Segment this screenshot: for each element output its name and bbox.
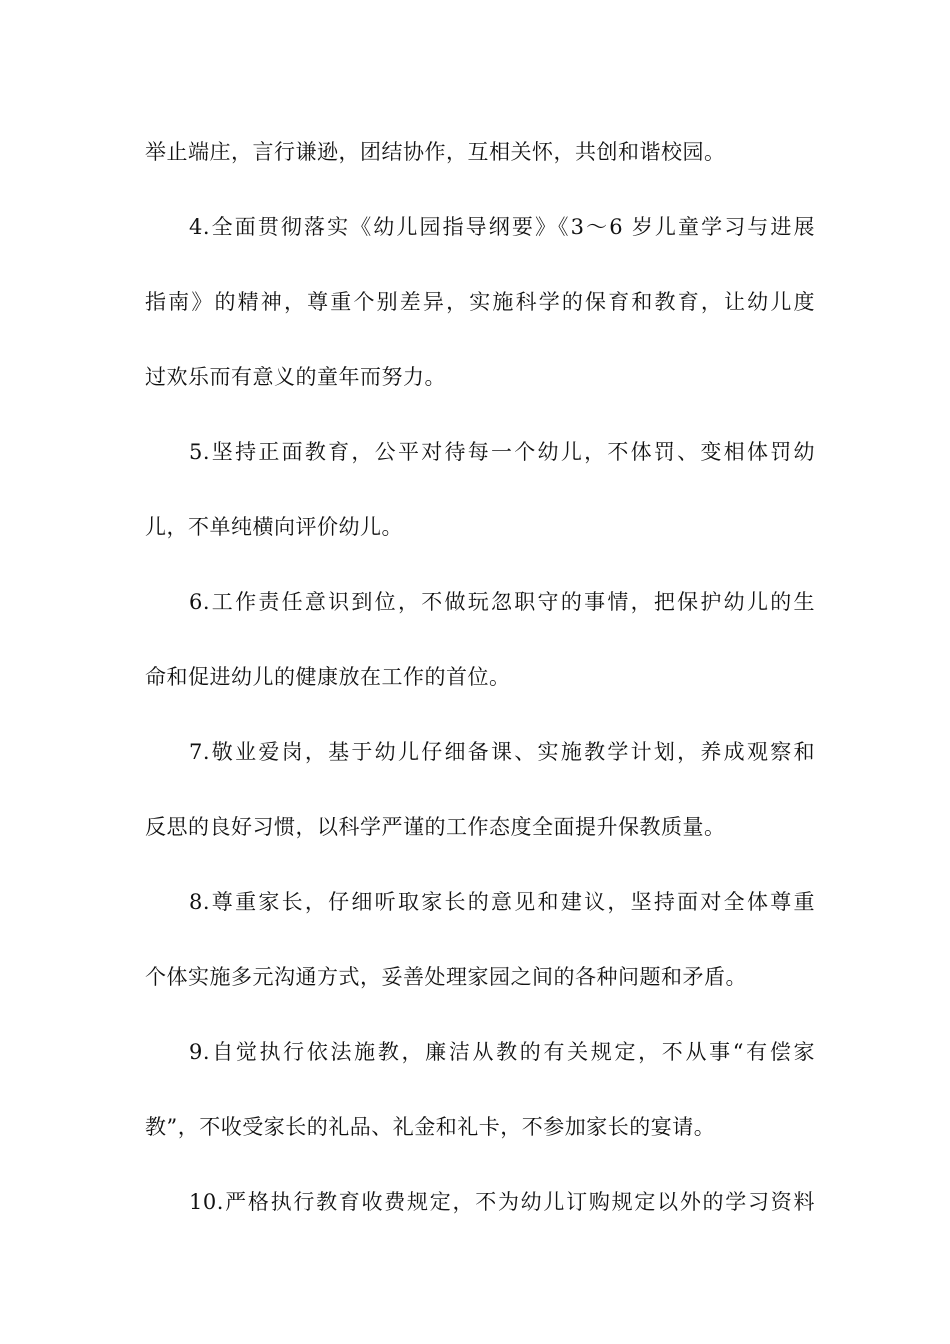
item-8-line-1: 8.尊重家长，仔细听取家长的意见和建议，坚持面对全体尊重 <box>189 890 815 914</box>
item-9-line-1: 9.自觉执行依法施教，廉洁从教的有关规定，不从事“有偿家 <box>189 1040 815 1064</box>
item-4-line-1: 4.全面贯彻落实《幼儿园指导纲要》《3～6 岁儿童学习与进展 <box>189 215 815 239</box>
item-7-line-1: 7.敬业爱岗，基于幼儿仔细备课、实施教学计划，养成观察和 <box>189 740 815 764</box>
text-line-1: 举止端庄，言行谦逊，团结协作，互相关怀，共创和谐校园。 <box>145 140 726 164</box>
item-6-line-2: 命和促进幼儿的健康放在工作的首位。 <box>145 665 511 689</box>
item-4-line-2: 指南》的精神，尊重个别差异，实施科学的保育和教育，让幼儿度 <box>145 290 815 314</box>
item-5-line-1: 5.坚持正面教育，公平对待每一个幼儿，不体罚、变相体罚幼 <box>189 440 815 464</box>
item-7-line-2: 反思的良好习惯，以科学严谨的工作态度全面提升保教质量。 <box>145 815 726 839</box>
item-10-line-1: 10.严格执行教育收费规定，不为幼儿订购规定以外的学习资料 <box>189 1190 815 1214</box>
item-8-line-2: 个体实施多元沟通方式，妥善处理家园之间的各种问题和矛盾。 <box>145 965 747 989</box>
item-6-line-1: 6.工作责任意识到位，不做玩忽职守的事情，把保护幼儿的生 <box>189 590 815 614</box>
item-5-line-2: 儿，不单纯横向评价幼儿。 <box>145 515 403 539</box>
item-9-line-2: 教”，不收受家长的礼品、礼金和礼卡，不参加家长的宴请。 <box>145 1115 716 1139</box>
item-4-line-3: 过欢乐而有意义的童年而努力。 <box>145 365 446 389</box>
